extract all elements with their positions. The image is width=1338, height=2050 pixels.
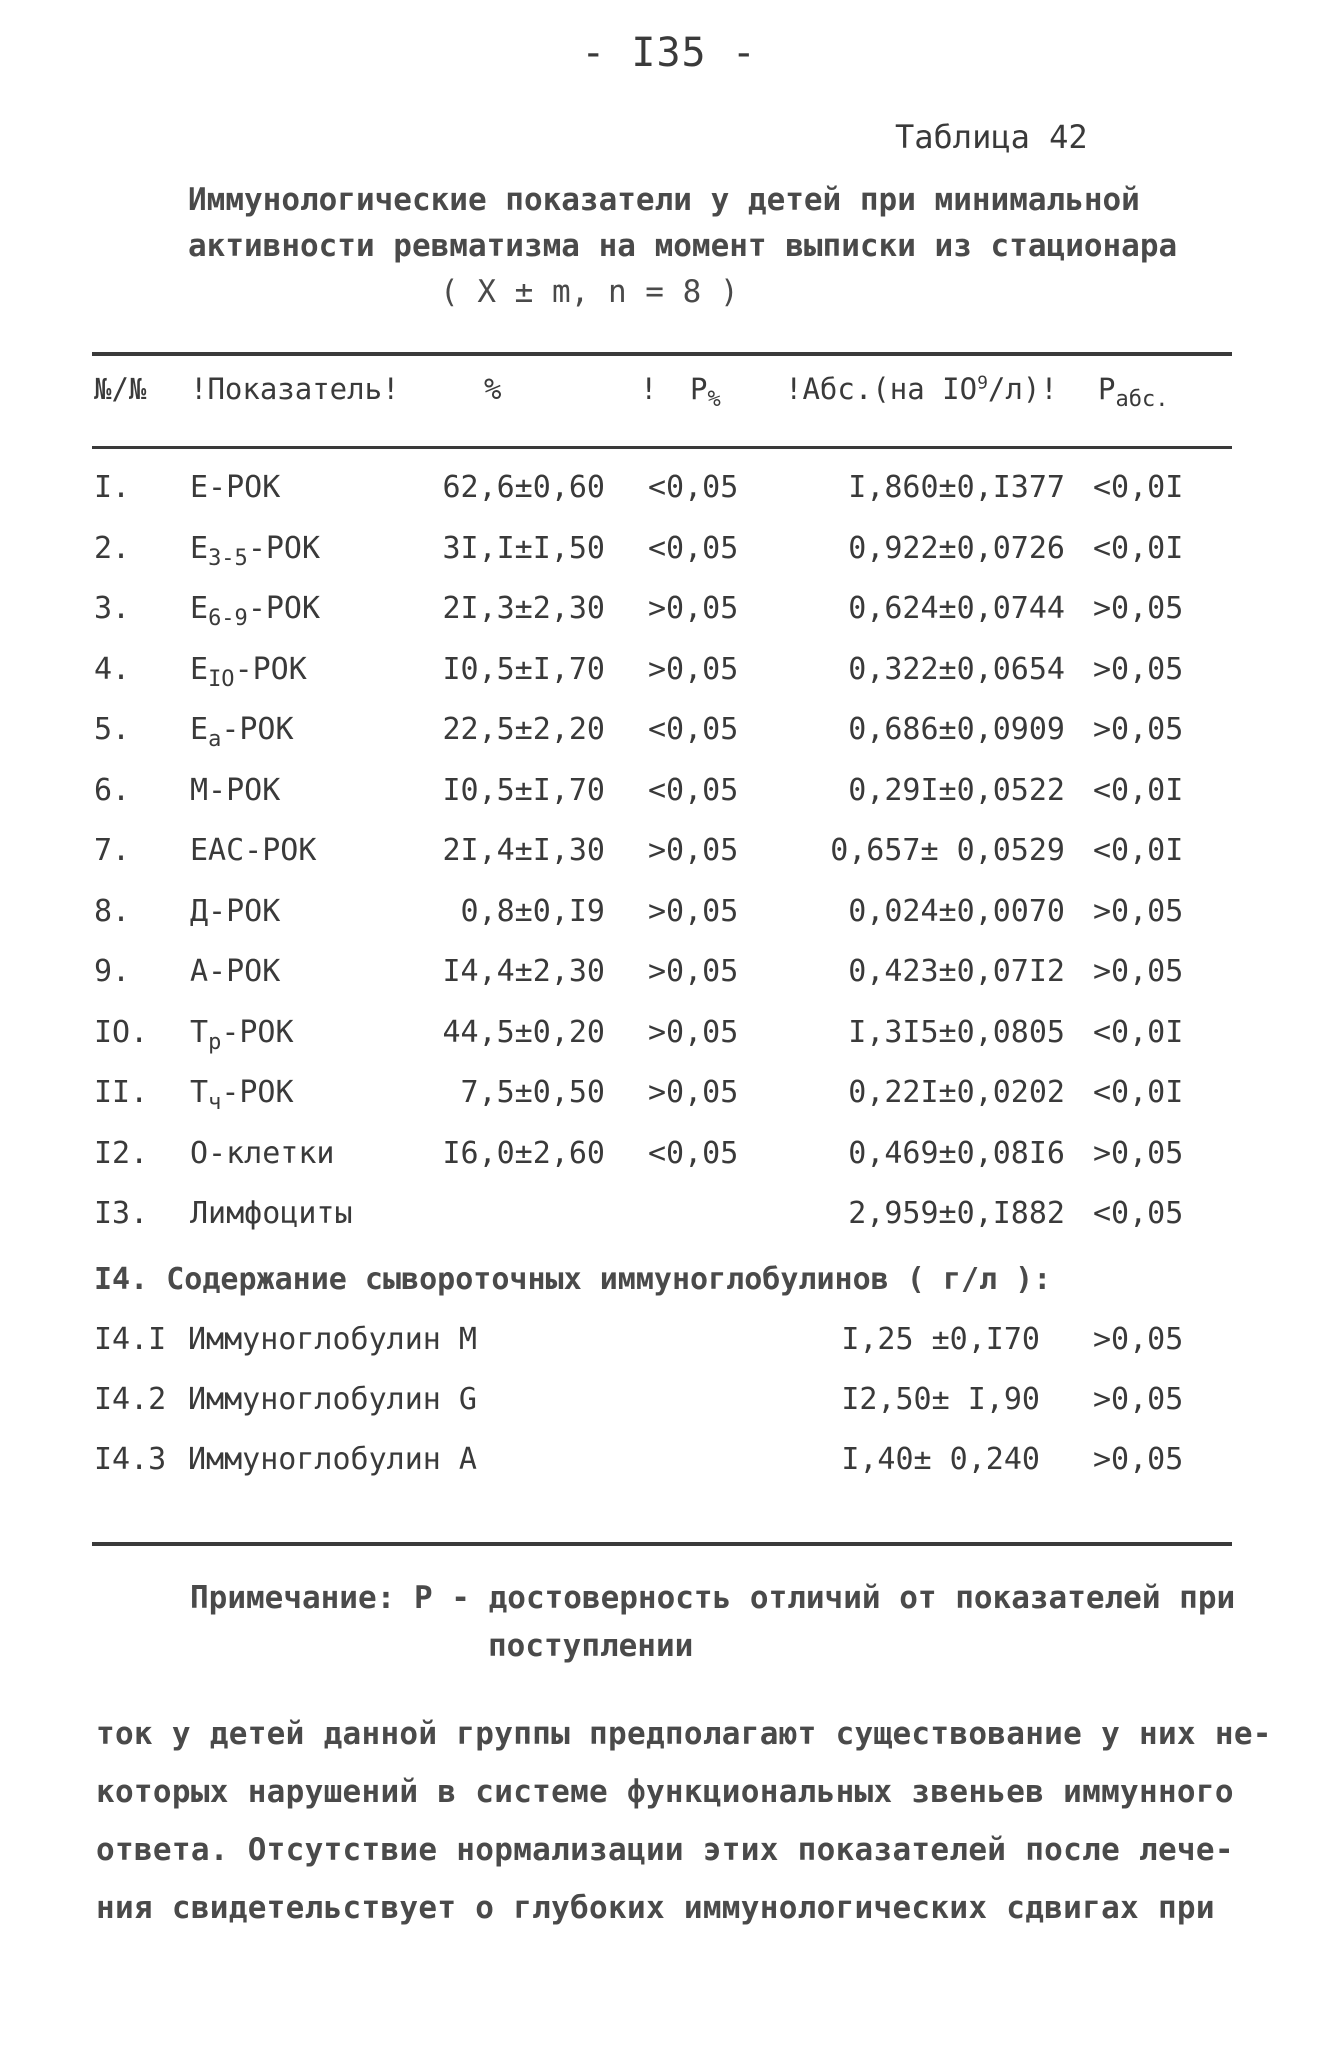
row-indicator-subscript: ч [208,1090,222,1115]
row-indicator-base: O-клетки [190,1136,335,1171]
table-row [0,773,1338,813]
row-p-absolute: >0,05 [1093,1136,1184,1171]
row-indicator-base: A-POK [190,954,281,989]
row-p-absolute: <0,0I [1093,1015,1184,1050]
row-percent: 22,5±2,20 [442,712,605,747]
subrow-absolute: I,25 ±0,I70 [841,1322,1040,1357]
row-indicator-subscript: 6-9 [208,606,248,631]
row-indicator-base: M-POK [190,773,281,808]
subrow-number: I4.3 [94,1442,167,1477]
note-line-2: поступлении [488,1628,694,1664]
table-top-rule [92,352,1232,356]
table-title-line-3: ( X ± m, n = 8 ) [440,274,739,310]
table-row [0,1196,1338,1236]
row-p-absolute: >0,05 [1093,954,1184,989]
row-percent: 0,8±0,I9 [460,894,605,929]
table-subrow [0,1442,1338,1482]
row-indicator-base: T [190,1075,209,1110]
header-p-abs-letter: P [1098,372,1116,406]
table-row [0,470,1338,510]
subrow-p-absolute: >0,05 [1093,1442,1184,1477]
table-row [0,591,1338,631]
body-line-1: ток у детей данной группы предполагают существование у них не- [96,1716,1272,1752]
row-p-percent: <0,05 [648,531,739,566]
note-line-1: Примечание: P - достоверность отличий от показателей при [190,1580,1236,1616]
row-indicator-base: Д-POK [190,894,281,929]
row-indicator-base: E [190,652,209,687]
row-number: 4. [94,652,131,687]
row-indicator-base: E [190,531,209,566]
row-indicator-base: Лимфоциты [190,1196,353,1231]
row-number: 2. [94,531,131,566]
table-title-line-2: активности ревматизма на момент выписки из стационара [188,228,1178,264]
row-p-percent: >0,05 [648,652,739,687]
row-p-absolute: <0,0I [1093,531,1184,566]
row-absolute: 0,22I±0,0202 [848,1075,1065,1110]
row-14-heading: I4. Содержание сывороточных иммуноглобулинов ( г/л ): [94,1262,1052,1297]
row-p-absolute: <0,0I [1093,773,1184,808]
table-header-rule [92,446,1232,449]
row-absolute: 0,624±0,0744 [848,591,1065,626]
row-percent: 2I,3±2,30 [442,591,605,626]
row-percent: 2I,4±I,30 [442,833,605,868]
table-subrow [0,1382,1338,1422]
row-indicator-suffix: -POK [247,591,321,626]
row-p-percent: >0,05 [648,894,739,929]
row-p-percent: >0,05 [648,591,739,626]
subrow-indicator: Иммуноглобулин G [188,1382,477,1417]
row-p-percent: >0,05 [648,954,739,989]
subrow-p-absolute: >0,05 [1093,1382,1184,1417]
row-p-absolute: >0,05 [1093,894,1184,929]
table-row [0,1015,1338,1055]
body-line-2: которых нарушений в системе функциональных звеньев иммунного [96,1774,1234,1810]
row-indicator-base: E [190,591,209,626]
page-number: - I35 - [581,30,757,76]
row-indicator [190,712,294,752]
row-indicator [190,833,316,868]
header-p-pct [690,372,721,412]
subrow-absolute: I,40± 0,240 [841,1442,1040,1477]
row-absolute: 0,423±0,07I2 [848,954,1065,989]
row-indicator [190,591,320,631]
row-number: 7. [94,833,131,868]
row-number: 3. [94,591,131,626]
row-number: I3. [94,1196,149,1231]
table-bottom-rule [92,1542,1232,1546]
row-p-absolute: >0,05 [1093,712,1184,747]
header-p-abs-sub: абс. [1115,386,1169,412]
row-indicator-subscript: 3-5 [208,546,248,571]
row-number: 6. [94,773,131,808]
header-abs-sup: 9 [977,372,988,394]
table-row [0,833,1338,873]
header-p-pct-letter: P [690,372,708,406]
row-percent: I0,5±I,70 [442,652,605,687]
row-absolute: 0,29I±0,0522 [848,773,1065,808]
row-indicator-subscript: a [208,727,222,752]
body-line-4: ния свидетельствует о глубоких иммунологических сдвигах при [96,1890,1215,1926]
row-indicator [190,954,280,989]
row-percent: 44,5±0,20 [442,1015,605,1050]
row-absolute: I,3I5±0,0805 [848,1015,1065,1050]
table-row [0,531,1338,571]
row-p-percent: >0,05 [648,833,739,868]
row-absolute: I,860±0,I377 [848,470,1065,505]
row-p-percent: >0,05 [648,1015,739,1050]
row-indicator-suffix: -POK [221,1075,294,1110]
table-title-line-1: Иммунологические показатели у детей при минимальной [188,182,1140,218]
table-row [0,954,1338,994]
row-indicator [190,773,280,808]
row-number: II. [94,1075,149,1110]
row-p-absolute: <0,0I [1093,470,1184,505]
row-indicator-base: E [190,712,209,747]
header-pct: % [484,372,502,406]
row-p-absolute: <0,0I [1093,1075,1184,1110]
row-indicator-base: E-POK [190,470,281,505]
row-p-absolute: <0,0I [1093,833,1184,868]
row-indicator-suffix: -POK [234,652,307,687]
row-number: 8. [94,894,131,929]
row-p-absolute: >0,05 [1093,591,1184,626]
row-indicator-base: T [190,1015,209,1050]
row-p-absolute: <0,05 [1093,1196,1184,1231]
subrow-indicator: Иммуноглобулин M [188,1322,477,1357]
row-absolute: 0,686±0,0909 [848,712,1065,747]
header-abs-end: /л)! [987,372,1058,406]
table-row [0,894,1338,934]
row-number: I2. [94,1136,149,1171]
table-row [0,712,1338,752]
row-percent: I0,5±I,70 [442,773,605,808]
row-percent: I4,4±2,30 [442,954,605,989]
header-sep: ! [640,372,658,406]
row-indicator [190,470,280,505]
header-p-pct-sub: % [707,386,721,412]
row-percent: I6,0±2,60 [442,1136,605,1171]
row-p-absolute: >0,05 [1093,652,1184,687]
header-abs [785,372,1058,406]
row-indicator-base: EAC-POK [190,833,317,868]
subrow-absolute: I2,50± I,90 [841,1382,1040,1417]
row-absolute: 0,469±0,08I6 [848,1136,1065,1171]
row-number: 5. [94,712,131,747]
header-num: №/№ [94,372,147,406]
row-absolute: 0,922±0,0726 [848,531,1065,566]
row-indicator-suffix: -POK [221,1015,294,1050]
table-row [0,652,1338,692]
body-line-3: ответа. Отсутствие нормализации этих показателей после лече- [96,1832,1234,1868]
row-indicator-suffix: -POK [247,531,321,566]
row-absolute: 0,024±0,0070 [848,894,1065,929]
subrow-indicator: Иммуноглобулин A [188,1442,477,1477]
row-number: 9. [94,954,131,989]
subrow-number: I4.2 [94,1382,167,1417]
row-indicator-subscript: IO [208,667,235,692]
subrow-p-absolute: >0,05 [1093,1322,1184,1357]
row-absolute: 0,322±0,0654 [848,652,1065,687]
table-subrow [0,1322,1338,1362]
row-indicator [190,531,320,571]
row-p-percent: <0,05 [648,773,739,808]
header-abs-text: !Абс.(на IO [785,372,978,406]
row-p-percent: <0,05 [648,712,739,747]
row-indicator [190,1075,294,1115]
row-absolute: 0,657± 0,0529 [830,833,1065,868]
table-row [0,1136,1338,1176]
row-indicator [190,894,280,929]
row-indicator-suffix: -POK [221,712,294,747]
header-indicator: !Показатель! [190,372,400,406]
row-number: IO. [94,1015,149,1050]
table-label: Таблица 42 [895,118,1088,156]
row-indicator [190,1196,353,1231]
row-p-percent: <0,05 [648,1136,739,1171]
row-indicator [190,1136,335,1171]
subrow-number: I4.I [94,1322,167,1357]
row-indicator [190,652,307,692]
row-percent: 7,5±0,50 [460,1075,605,1110]
table-row [0,1075,1338,1115]
row-percent: 3I,I±I,50 [442,531,605,566]
row-number: I. [94,470,131,505]
row-percent: 62,6±0,60 [442,470,605,505]
row-p-percent: <0,05 [648,470,739,505]
header-p-abs [1098,372,1168,412]
row-indicator-subscript: p [208,1030,222,1055]
row-indicator [190,1015,294,1055]
row-p-percent: >0,05 [648,1075,739,1110]
row-absolute: 2,959±0,I882 [848,1196,1065,1231]
